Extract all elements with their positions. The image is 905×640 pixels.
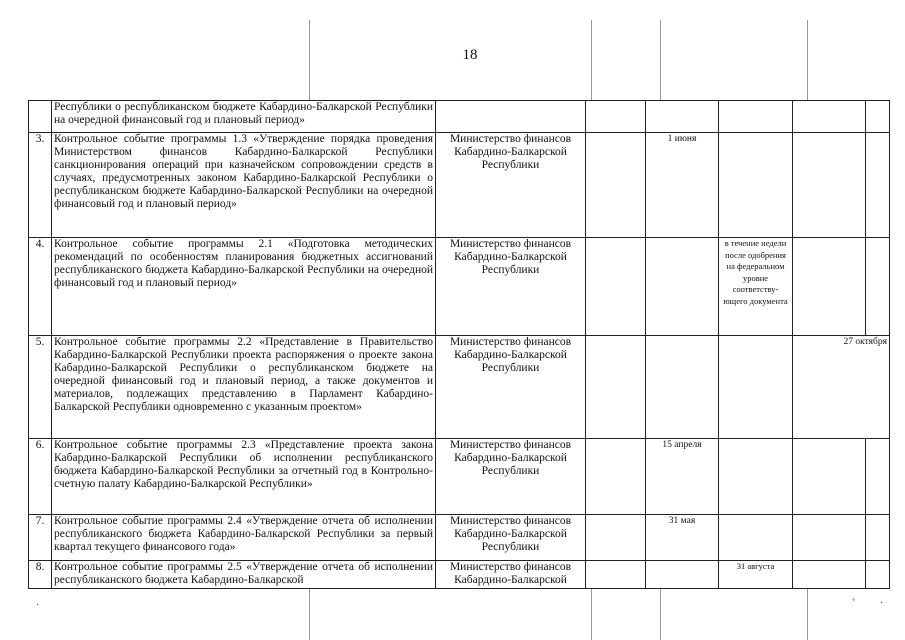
date-cell: 15 апреля <box>646 439 719 515</box>
scan-line <box>591 20 592 100</box>
date-cell: 1 июня <box>646 133 719 238</box>
scan-line <box>807 588 808 640</box>
date-cell: 31 августа <box>719 561 793 589</box>
row-number <box>29 101 52 133</box>
row-number: 6. <box>29 439 52 515</box>
table-row <box>29 515 890 561</box>
table-row <box>29 133 890 238</box>
scan-line <box>591 588 592 640</box>
scan-line <box>660 20 661 100</box>
event-description: Контрольное событие программы 2.5 «Утверждение отчета об исполнении республиканского бюджета Кабардино-Балкарской <box>52 561 436 589</box>
event-description: Республики о республиканском бюджете Кабардино-Балкарской Республики на очередной финансовый год и плановый период» <box>52 101 436 133</box>
date-cell <box>719 439 793 515</box>
executor: Министерство финансов Кабардино-Балкарской Республики <box>436 439 586 515</box>
scan-speck: · <box>36 600 40 611</box>
event-description: Контрольное событие программы 2.1 «Подготовка методических рекомендаций по особенностям планирования бюджетных ассигнований республиканского бюджета Кабардино-Балкарской Республики на очередной финансовый год и плановый период» <box>52 238 436 336</box>
executor: Министерство финансов Кабардино-Балкарской Республики <box>436 238 586 336</box>
date-cell: в течение недели после одобрения на федеральном уровне соответству-ющего документа <box>719 238 793 336</box>
executor: Министерство финансов Кабардино-Балкарской Республики <box>436 336 586 439</box>
date-cell <box>719 336 793 439</box>
scan-line <box>309 20 310 100</box>
date-cell <box>793 515 866 561</box>
scan-speck: ˚ <box>852 598 856 609</box>
table-row <box>29 561 890 589</box>
row-number: 5. <box>29 336 52 439</box>
empty-cell <box>866 561 890 589</box>
date-cell <box>719 133 793 238</box>
scan-line <box>807 20 808 100</box>
event-description: Контрольное событие программы 2.3 «Представление проекта закона Кабардино-Балкарской Республики об исполнении республиканского бюджета Кабардино-Балкарской Республики за отчетный год в Контрольно-счетную палату Кабардино-Балкарской Республики» <box>52 439 436 515</box>
empty-cell <box>866 133 890 238</box>
date-cell <box>586 561 646 589</box>
event-description: Контрольное событие программы 2.2 «Представление в Правительство Кабардино-Балкарской Республики проекта распоряжения о проекте закона Кабардино-Балкарской Республики о республиканском бюджете на очередной финансовый год и плановый период, а также документов и материалов, подлежащих представлению в Парламент Кабардино-Балкарской Республики одновременно с указанным проектом» <box>52 336 436 439</box>
date-cell <box>586 238 646 336</box>
date-cell <box>793 133 866 238</box>
date-cell <box>586 336 646 439</box>
event-description: Контрольное событие программы 1.3 «Утверждение порядка проведения Министерством финансов Кабардино-Балкарской Республики санкционирования операций при казначейском сопровождении средств в случаях, предусмотренных законом Кабардино-Балкарской Республики о республиканском бюджете Кабардино-Балкарской Республики на очередной финансовый год и плановый период» <box>52 133 436 238</box>
row-number: 8. <box>29 561 52 589</box>
event-description: Контрольное событие программы 2.4 «Утверждение отчета об исполнении республиканского бюджета Кабардино-Балкарской Республики за первый квартал текущего финансового года» <box>52 515 436 561</box>
date-cell <box>646 561 719 589</box>
date-cell <box>793 101 866 133</box>
date-cell <box>646 101 719 133</box>
date-cell <box>646 336 719 439</box>
date-cell: 31 мая <box>646 515 719 561</box>
empty-cell <box>866 439 890 515</box>
executor: Министерство финансов Кабардино-Балкарской Республики <box>436 515 586 561</box>
date-cell <box>646 238 719 336</box>
date-cell <box>719 101 793 133</box>
date-cell: 27 октября <box>793 336 890 439</box>
date-cell <box>719 515 793 561</box>
table-row <box>29 336 890 439</box>
scan-speck: · <box>880 598 884 609</box>
table-row <box>29 238 890 336</box>
table-row <box>29 101 890 133</box>
empty-cell <box>866 101 890 133</box>
events-table <box>28 100 890 589</box>
row-number: 3. <box>29 133 52 238</box>
date-cell <box>586 515 646 561</box>
executor: Министерство финансов Кабардино-Балкарской <box>436 561 586 589</box>
date-cell <box>586 133 646 238</box>
scan-line <box>309 588 310 640</box>
date-cell <box>793 561 866 589</box>
date-cell <box>793 238 866 336</box>
date-cell <box>586 101 646 133</box>
page-number: 18 <box>462 47 478 63</box>
date-cell <box>586 439 646 515</box>
executor <box>436 101 586 133</box>
empty-cell <box>866 238 890 336</box>
row-number: 4. <box>29 238 52 336</box>
scan-line <box>660 588 661 640</box>
empty-cell <box>866 515 890 561</box>
table-row <box>29 439 890 515</box>
row-number: 7. <box>29 515 52 561</box>
date-cell <box>793 439 866 515</box>
executor: Министерство финансов Кабардино-Балкарской Республики <box>436 133 586 238</box>
